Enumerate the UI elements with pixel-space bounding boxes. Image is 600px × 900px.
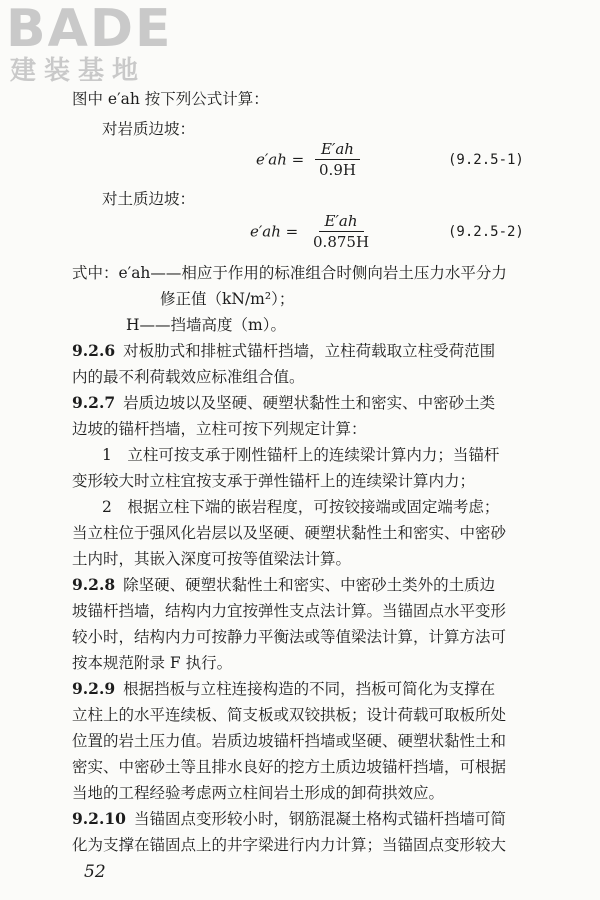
section-9-2-10-line-1: 9.2.10 当锚固点变形较小时，钢筋混凝土格构式锚杆挡墙可简 bbox=[72, 809, 506, 828]
formula-9-2-5-1 bbox=[256, 140, 362, 179]
section-9-2-8-line-1: 9.2.8 除坚硬、硬塑状黏性土和密实、中密砂土类外的土质边 bbox=[72, 575, 496, 594]
formula2-denominator: 0.875H bbox=[313, 233, 370, 251]
formula2-number: (9.2.5-2) bbox=[448, 224, 524, 240]
formula1-numerator: E′ah bbox=[315, 140, 360, 160]
where-line-1: 式中：e′ah——相应于作用的标准组合时侧向岩土压力水平分力 bbox=[72, 264, 507, 282]
section-number: 9.2.7 bbox=[72, 393, 116, 412]
where-line-2: 修正值（kN/m²）； bbox=[160, 290, 295, 308]
watermark-logo bbox=[6, 2, 173, 86]
section-9-2-6-line-2: 内的最不利荷载效应标准组合值。 bbox=[72, 368, 305, 386]
section-9-2-9-line-5: 当地的工程经验考虑两立柱间岩土形成的卸荷拱效应。 bbox=[72, 784, 445, 802]
section-9-2-9-line-1: 9.2.9 根据挡板与立柱连接构造的不同，挡板可简化为支撑在 bbox=[72, 679, 496, 698]
formula2-numerator: E′ah bbox=[319, 212, 364, 232]
section-9-2-6-line-1: 9.2.6 对板肋式和排桩式锚杆挡墙，立柱荷载取立柱受荷范围 bbox=[72, 341, 496, 360]
watermark-subtitle: 建装基地 bbox=[10, 56, 147, 86]
section-9-2-7-item-1b: 变形较大时立柱宜按支承于弹性锚杆上的连续梁计算内力； bbox=[72, 472, 476, 490]
section-9-2-9-line-3: 位置的岩土压力值。岩质边坡锚杆挡墙或坚硬、硬塑状黏性土和 bbox=[72, 732, 507, 750]
section-number: 9.2.6 bbox=[72, 341, 116, 360]
formula1-denominator: 0.9H bbox=[319, 161, 356, 179]
section-9-2-8-line-4: 按本规范附录 F 执行。 bbox=[72, 654, 233, 672]
page-number: 52 bbox=[84, 862, 106, 882]
section-9-2-7-item-2b: 当立柱位于强风化岩层以及坚硬、硬塑状黏性土和密实、中密砂 bbox=[72, 524, 507, 542]
section-number: 9.2.9 bbox=[72, 679, 116, 698]
formula-9-2-5-2 bbox=[250, 212, 375, 251]
section-number: 9.2.10 bbox=[72, 809, 126, 828]
rock-slope-label: 对岩质边坡： bbox=[102, 120, 196, 138]
section-number: 9.2.8 bbox=[72, 575, 116, 594]
formula2-lhs: e′ah = bbox=[250, 222, 299, 241]
section-9-2-7-item-2c: 土内时，其嵌入深度可按等值梁法计算。 bbox=[72, 550, 352, 568]
section-9-2-7-line-1: 9.2.7 岩质边坡以及坚硬、硬塑状黏性土和密实、中密砂土类 bbox=[72, 393, 496, 412]
section-9-2-7-line-2: 边坡的锚杆挡墙，立柱可按下列规定计算： bbox=[72, 420, 367, 438]
watermark-brand: BADE bbox=[6, 0, 173, 59]
intro-line: 图中 e′ah 按下列公式计算： bbox=[72, 90, 269, 108]
section-9-2-8-line-3: 较小时，结构内力可按静力平衡法或等值梁法计算，计算方法可 bbox=[72, 628, 507, 646]
section-9-2-7-item-2a: 2 根据立柱下端的嵌岩程度，可按铰接端或固定端考虑； bbox=[102, 498, 500, 516]
formula1-lhs: e′ah = bbox=[256, 150, 305, 169]
where-line-3: H——挡墙高度（m）。 bbox=[126, 316, 286, 334]
section-9-2-7-item-1a: 1 立柱可按支承于刚性锚杆上的连续梁计算内力；当锚杆 bbox=[102, 446, 500, 464]
section-9-2-9-line-4: 密实、中密砂土等且排水良好的挖方土质边坡锚杆挡墙，可根据 bbox=[72, 758, 507, 776]
soil-slope-label: 对土质边坡： bbox=[102, 190, 196, 208]
section-9-2-9-line-2: 立柱上的水平连续板、简支板或双铰拱板；设计荷载可取板所处 bbox=[72, 706, 507, 724]
section-9-2-8-line-2: 坡锚杆挡墙，结构内力宜按弹性支点法计算。当锚固点水平变形 bbox=[72, 602, 507, 620]
formula1-number: (9.2.5-1) bbox=[448, 152, 524, 168]
section-9-2-10-line-2: 化为支撑在锚固点上的井字梁进行内力计算；当锚固点变形较大 bbox=[72, 836, 507, 854]
